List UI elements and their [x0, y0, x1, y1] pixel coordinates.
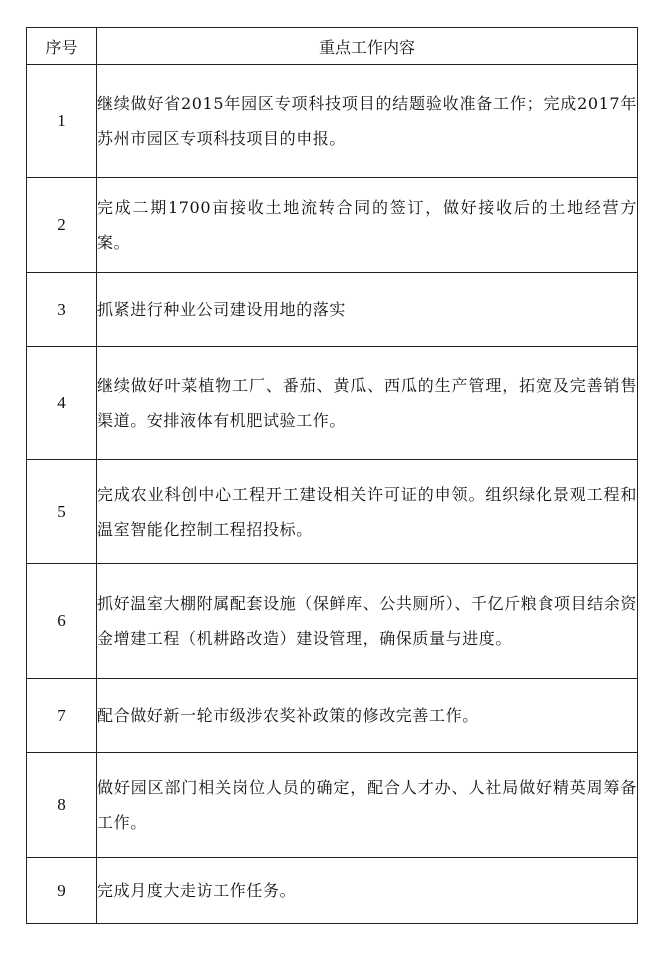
row-content: 抓紧进行种业公司建设用地的落实 — [97, 273, 638, 347]
table-row — [27, 858, 638, 924]
row-content: 做好园区部门相关岗位人员的确定，配合人才办、人社局做好精英周筹备工作。 — [97, 753, 638, 858]
row-number: 8 — [27, 753, 97, 858]
table-row — [27, 679, 638, 753]
header-number: 序号 — [27, 28, 97, 65]
table-header-row — [27, 28, 638, 65]
row-number: 1 — [27, 65, 97, 178]
row-content: 完成月度大走访工作任务。 — [97, 858, 638, 924]
row-number: 6 — [27, 564, 97, 679]
row-number: 2 — [27, 178, 97, 273]
table-row — [27, 564, 638, 679]
key-work-table — [26, 27, 638, 924]
row-content: 配合做好新一轮市级涉农奖补政策的修改完善工作。 — [97, 679, 638, 753]
row-number: 5 — [27, 460, 97, 564]
row-content: 完成二期1700亩接收土地流转合同的签订，做好接收后的土地经营方案。 — [97, 178, 638, 273]
row-number: 9 — [27, 858, 97, 924]
row-number: 7 — [27, 679, 97, 753]
table-row — [27, 273, 638, 347]
table-row — [27, 65, 638, 178]
table-row — [27, 753, 638, 858]
row-content: 继续做好省2015年园区专项科技项目的结题验收准备工作；完成2017年苏州市园区专项科技项目的申报。 — [97, 65, 638, 178]
table-row — [27, 178, 638, 273]
table-row — [27, 460, 638, 564]
row-number: 4 — [27, 347, 97, 460]
row-content: 继续做好叶菜植物工厂、番茄、黄瓜、西瓜的生产管理，拓宽及完善销售渠道。安排液体有机肥试验工作。 — [97, 347, 638, 460]
row-content: 完成农业科创中心工程开工建设相关许可证的申领。组织绿化景观工程和温室智能化控制工程招投标。 — [97, 460, 638, 564]
row-number: 3 — [27, 273, 97, 347]
row-content: 抓好温室大棚附属配套设施（保鲜库、公共厕所）、千亿斤粮食项目结余资金增建工程（机耕路改造）建设管理，确保质量与进度。 — [97, 564, 638, 679]
header-content: 重点工作内容 — [97, 28, 638, 65]
table-row — [27, 347, 638, 460]
